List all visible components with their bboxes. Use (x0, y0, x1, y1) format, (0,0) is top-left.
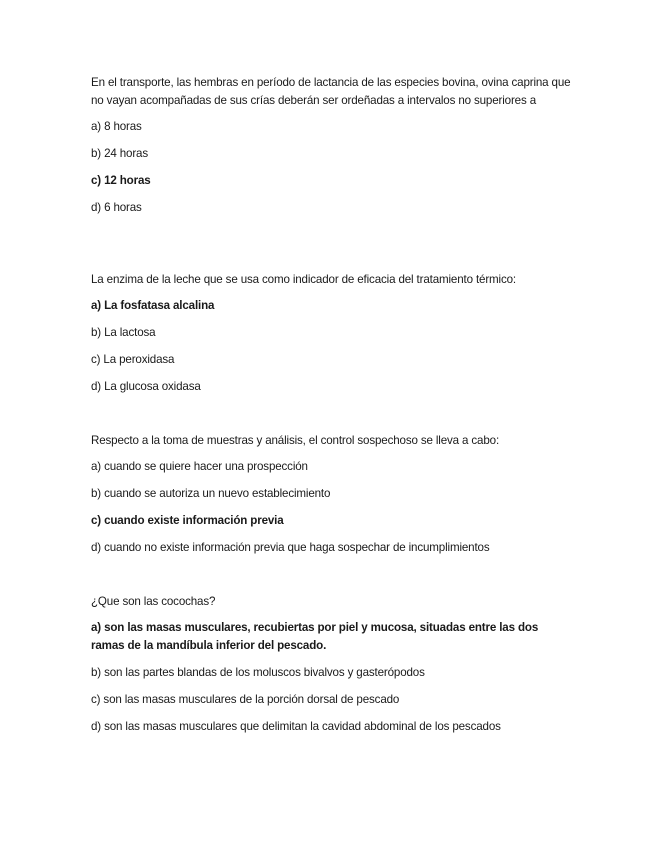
question-4-option-a-correct: a) son las masas musculares, recubiertas por piel y mucosa, situadas entre las dos ramas de la mandíbula inferior del pescado. (91, 621, 539, 652)
question-4-text: ¿Que son las cocochas? (91, 595, 216, 608)
question-2-option-d: d) La glucosa oxidasa (91, 380, 201, 393)
question-1 (91, 74, 571, 226)
question-1-option-c-correct: c) 12 horas (91, 174, 151, 187)
question-3-option-d: d) cuando no existe información previa que haga sospechar de incumplimientos (91, 541, 490, 554)
question-1-option-a: a) 8 horas (91, 120, 142, 133)
question-4-option-d: d) son las masas musculares que delimitan la cavidad abdominal de los pescados (91, 720, 501, 733)
question-3-option-b: b) cuando se autoriza un nuevo establecimiento (91, 487, 331, 500)
question-3-option-a: a) cuando se quiere hacer una prospección (91, 460, 308, 473)
question-2-option-c: c) La peroxidasa (91, 353, 175, 366)
question-4 (91, 593, 571, 745)
question-3 (91, 432, 571, 566)
question-2-option-b: b) La lactosa (91, 326, 156, 339)
question-3-option-c-correct: c) cuando existe información previa (91, 514, 284, 527)
question-4-option-c: c) son las masas musculares de la porción dorsal de pescado (91, 693, 400, 706)
question-1-text: En el transporte, las hembras en período de lactancia de las especies bovina, ovina caprina que no vayan acompañadas de sus crías deberán ser ordeñadas a intervalos no superiores a (91, 76, 571, 107)
question-2 (91, 271, 571, 405)
question-4-option-b: b) son las partes blandas de los moluscos bivalvos y gasterópodos (91, 666, 425, 679)
question-2-text: La enzima de la leche que se usa como indicador de eficacia del tratamiento térmico: (91, 273, 516, 286)
question-2-option-a-correct: a) La fosfatasa alcalina (91, 299, 215, 312)
question-1-option-d: d) 6 horas (91, 201, 142, 214)
question-3-text: Respecto a la toma de muestras y análisis, el control sospechoso se lleva a cabo: (91, 434, 500, 447)
question-1-option-b: b) 24 horas (91, 147, 148, 160)
